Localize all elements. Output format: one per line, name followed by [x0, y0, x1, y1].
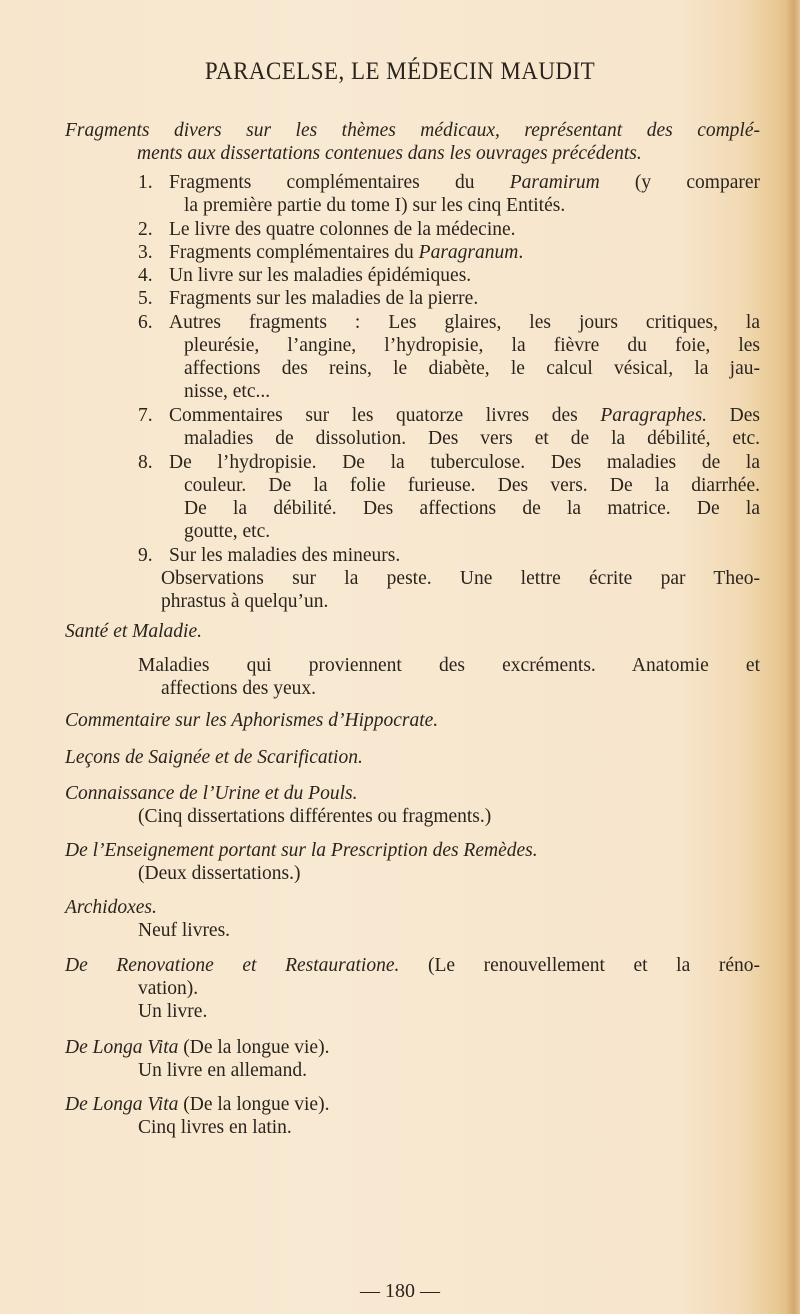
list-item-number: 8.: [138, 452, 153, 473]
list-item-number: 6.: [138, 312, 153, 333]
list-text: Fragments complémentaires du: [169, 242, 419, 263]
entry-title: Santé et Maladie.: [65, 621, 203, 642]
entry-title: De Longa Vita: [65, 1094, 179, 1115]
entry-title: Leçons de Saignée et de Scarification.: [65, 747, 363, 768]
entry-title: Connaissance de l’Urine et du Pouls.: [65, 783, 358, 804]
observations-line-1: Observations sur la peste. Une lettre écrite par Theo-: [161, 568, 760, 589]
work-title: Paragranum: [418, 242, 519, 263]
list-item-continuation: couleur. De la folie furieuse. Des vers. De la diarrhée.: [184, 475, 760, 496]
intro-line-1: Fragments divers sur les thèmes médicaux, représentant des complé-: [65, 120, 760, 141]
entry-title-line: [65, 954, 760, 977]
list-item-continuation: pleurésie, l’angine, l’hydropisie, la fièvre du foie, les: [184, 335, 760, 356]
entry-desc: vation).: [138, 978, 199, 999]
list-item: Autres fragments : Les glaires, les jours critiques, la: [169, 312, 760, 333]
list-item: [169, 171, 760, 194]
list-text: Des: [707, 405, 761, 426]
list-item-number: 3.: [138, 242, 153, 263]
entry-title: De Renovatione et Restauratione.: [65, 955, 400, 976]
page-number: — 180 —: [360, 1280, 440, 1302]
observations-line-2: phrastus à quelqu’un.: [161, 591, 329, 612]
entry-subtitle: (Le renouvellement et la réno-: [399, 955, 760, 976]
list-item-continuation: nisse, etc...: [184, 381, 271, 402]
running-head: PARACELSE, LE MÉDECIN MAUDIT: [204, 58, 596, 85]
list-item: Un livre sur les maladies épidémiques.: [169, 265, 472, 286]
entry-title: De l’Enseignement portant sur la Prescription des Remèdes.: [65, 840, 538, 861]
list-text: Fragments complémentaires du: [169, 172, 510, 193]
list-item-number: 5.: [138, 288, 153, 309]
list-item-continuation: affections des reins, le diabète, le calcul vésical, la jau-: [184, 358, 760, 379]
list-item: [169, 404, 760, 427]
list-item-number: 7.: [138, 405, 153, 426]
list-item: Le livre des quatre colonnes de la médecine.: [169, 219, 516, 240]
intro-line-2: ments aux dissertations contenues dans les ouvrages précédents.: [137, 143, 642, 164]
entry-desc: Un livre en allemand.: [138, 1060, 307, 1081]
list-item: [169, 241, 523, 264]
entry-title: De Longa Vita: [65, 1037, 179, 1058]
list-item-number: 2.: [138, 219, 153, 240]
list-item: De l’hydropisie. De la tuberculose. Des maladies de la: [169, 452, 760, 473]
entry-desc: (Deux dissertations.): [138, 863, 301, 884]
list-item-continuation: goutte, etc.: [184, 521, 271, 542]
list-item-number: 9.: [138, 545, 153, 566]
entry-title: Archidoxes.: [65, 897, 157, 918]
entry-subtitle: (De la longue vie).: [178, 1037, 330, 1058]
entry-subtitle: (De la longue vie).: [178, 1094, 330, 1115]
entry-title-line: [65, 1093, 329, 1116]
work-title: Paragraphes.: [600, 405, 708, 426]
list-text: .: [518, 242, 524, 263]
list-text: (y comparer: [599, 172, 760, 193]
work-title: Paramirum: [509, 172, 600, 193]
entry-title: Commentaire sur les Aphorismes d’Hippocrate.: [65, 710, 439, 731]
entry-title-line: [65, 1036, 329, 1059]
entry-desc: Un livre.: [138, 1001, 208, 1022]
entry-desc: affections des yeux.: [161, 678, 317, 699]
page-edge: [786, 0, 800, 1314]
list-item: Fragments sur les maladies de la pierre.: [169, 288, 479, 309]
list-text: Commentaires sur les quatorze livres des: [169, 405, 601, 426]
list-item: Sur les maladies des mineurs.: [169, 545, 401, 566]
list-item-number: 4.: [138, 265, 153, 286]
list-item-continuation: De la débilité. Des affections de la matrice. De la: [184, 498, 760, 519]
list-item-continuation: maladies de dissolution. Des vers et de la débilité, etc.: [184, 428, 760, 449]
list-item-number: 1.: [138, 172, 153, 193]
list-item-continuation: la première partie du tome I) sur les cinq Entités.: [184, 195, 566, 216]
entry-desc: (Cinq dissertations différentes ou fragments.): [138, 806, 492, 827]
entry-desc: Neuf livres.: [138, 920, 231, 941]
entry-desc: Maladies qui proviennent des excréments. Anatomie et: [138, 655, 760, 676]
entry-desc: Cinq livres en latin.: [138, 1117, 292, 1138]
